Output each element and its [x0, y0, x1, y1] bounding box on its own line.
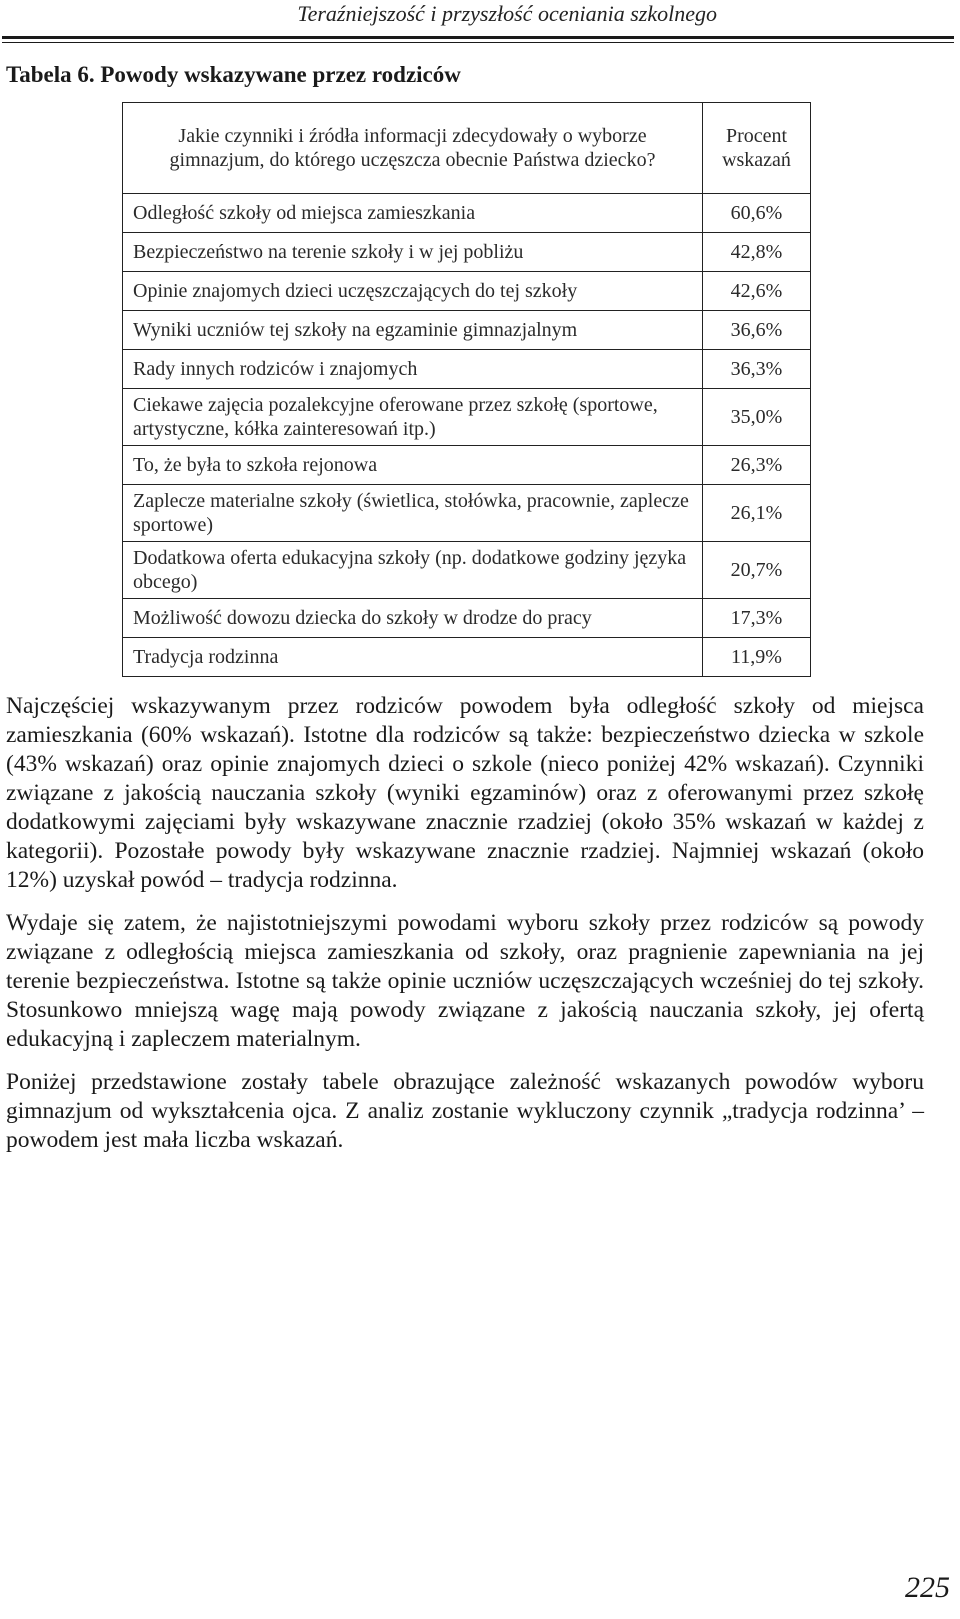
table-caption: Tabela 6. Powody wskazywane przez rodziców: [6, 62, 461, 87]
table-row: [123, 638, 811, 677]
percent-cell: 26,1%: [703, 485, 811, 542]
page-number: 225: [905, 1571, 950, 1604]
paragraph: Poniżej przedstawione zostały tabele obrazujące zależność wskazanych powodów wyboru gimnazjum od wykształcenia ojca. Z analiz zostanie wykluczony czynnik „tradycja rodzinna’ – powodem jest mała liczba wskazań.: [6, 1069, 924, 1153]
factor-cell: Rady innych rodziców i znajomych: [123, 350, 703, 389]
table-row: [123, 599, 811, 638]
table-row: [123, 389, 811, 446]
table-row: [123, 233, 811, 272]
factor-cell: Możliwość dowozu dziecka do szkoły w drodze do pracy: [123, 599, 703, 638]
table-row: [123, 446, 811, 485]
percent-cell: 36,3%: [703, 350, 811, 389]
running-header: Teraźniejszość i przyszłość oceniania szkolnego: [297, 1, 717, 26]
reasons-table: [122, 102, 811, 677]
table-row: [123, 272, 811, 311]
percent-cell: 36,6%: [703, 311, 811, 350]
factor-cell: Opinie znajomych dzieci uczęszczających do tej szkoły: [123, 272, 703, 311]
paragraph: Wydaje się zatem, że najistotniejszymi powodami wyboru szkoły przez rodziców są powody związane z odległością miejsca zamieszkania od szkoły, oraz pragnienie zapewniania na jej terenie bezpieczeństwa. Istotne są także opinie uczniów uczęszczających wcześniej do tej szkoły. Stosunkowo mniejszą wagę mają powody związane z jakością nauczania szkoły, jej ofertą edukacyjną i zapleczem materialnym.: [6, 910, 924, 1052]
table-row: [123, 350, 811, 389]
percent-cell: 42,6%: [703, 272, 811, 311]
percent-cell: 17,3%: [703, 599, 811, 638]
header-question: Jakie czynniki i źródła informacji zdecydowały o wyborze gimnazjum, do którego uczęszcza obecnie Państwa dziecko?: [123, 103, 703, 194]
percent-cell: 20,7%: [703, 542, 811, 599]
header-rule-thin: [2, 42, 954, 43]
factor-cell: Bezpieczeństwo na terenie szkoły i w jej pobliżu: [123, 233, 703, 272]
percent-cell: 35,0%: [703, 389, 811, 446]
percent-cell: 60,6%: [703, 194, 811, 233]
percent-cell: 42,8%: [703, 233, 811, 272]
table-row: [123, 485, 811, 542]
factor-cell: Wyniki uczniów tej szkoły na egzaminie gimnazjalnym: [123, 311, 703, 350]
table-header-row: [123, 103, 811, 194]
percent-cell: 26,3%: [703, 446, 811, 485]
factor-cell: Tradycja rodzinna: [123, 638, 703, 677]
header-rule-thick: [2, 36, 954, 39]
factor-cell: Ciekawe zajęcia pozalekcyjne oferowane przez szkołę (sportowe, artystyczne, kółka zainteresowań itp.): [123, 389, 703, 446]
factor-cell: Odległość szkoły od miejsca zamieszkania: [123, 194, 703, 233]
percent-cell: 11,9%: [703, 638, 811, 677]
table-row: [123, 542, 811, 599]
header-percent: Procent wskazań: [703, 103, 811, 194]
table-row: [123, 311, 811, 350]
table-row: [123, 194, 811, 233]
factor-cell: Dodatkowa oferta edukacyjna szkoły (np. dodatkowe godziny języka obcego): [123, 542, 703, 599]
factor-cell: To, że była to szkoła rejonowa: [123, 446, 703, 485]
body-text: [6, 692, 924, 1169]
factor-cell: Zaplecze materialne szkoły (świetlica, stołówka, pracownie, zaplecze sportowe): [123, 485, 703, 542]
paragraph: Najczęściej wskazywanym przez rodziców powodem była odległość szkoły od miejsca zamieszkania (60% wskazań). Istotne dla rodziców są także: bezpieczeństwo dziecka w szkole (43% wskazań) oraz opinie znajomych dzieci o szkole (nieco poniżej 42% wskazań). Czynniki związane z jakością nauczania szkoły (wyniki egzaminów) oraz z oferowanymi przez szkołę dodatkowymi zajęciami były wskazywane znacznie rzadziej (około 35% wskazań w każdej z kategorii). Pozostałe powody były wskazywane znacznie rzadziej. Najmniej wskazań (około 12%) uzyskał powód – tradycja rodzinna.: [6, 693, 924, 893]
